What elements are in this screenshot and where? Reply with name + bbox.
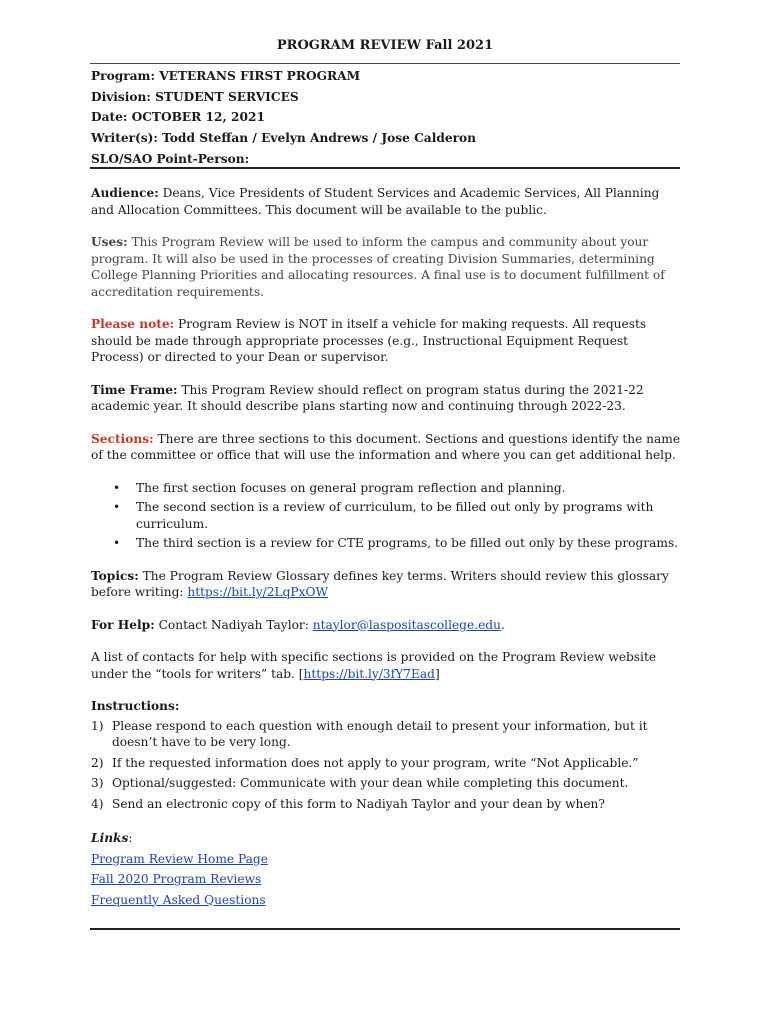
date-line: Date: OCTOBER 12, 2021 [91, 110, 265, 125]
links-heading-row: Links: [91, 831, 133, 845]
uses-paragraph [91, 234, 683, 300]
topics-text: The Program Review Glossary defines key terms. Writers should review this glossary before writing: [91, 568, 669, 599]
document-body [91, 185, 683, 910]
timeframe-label: Time Frame: [91, 382, 178, 397]
program-line: Program: VETERANS FIRST PROGRAM [91, 69, 361, 83]
help-label: For Help: [91, 617, 155, 632]
note-label: Please note: [91, 317, 175, 331]
audience-label: Audience: [91, 186, 159, 200]
bullet-icon: • [113, 536, 121, 550]
meta-rule [90, 167, 680, 169]
uses-label: Uses: [91, 235, 128, 249]
timeframe-text: This Program Review should reflect on program status during the 2021-22 academic year. It should describe plans starting now and continuing through 2022-23. [91, 382, 644, 413]
audience-paragraph [91, 185, 683, 218]
note-paragraph [91, 316, 683, 366]
bullet-icon: • [113, 480, 121, 495]
division-line: Division: STUDENT SERVICES [91, 89, 299, 104]
contacts-text: A list of contacts for help with specific sections is provided on the Program Review website under the “tools for writers” tab. [ [91, 650, 657, 681]
note-text: Program Review is NOT in itself a vehicle for making requests. All requests should be made through appropriate processes (e.g., Instructional Equipment Request Process) or directed to your Dean or supervisor. [91, 317, 647, 364]
links-block [91, 828, 683, 910]
instructions-heading: Instructions: [91, 699, 180, 713]
instructions-list [91, 718, 683, 813]
program-review-home-link[interactable]: Program Review Home Page [91, 851, 268, 866]
faq-link[interactable]: Frequently Asked Questions [91, 892, 266, 907]
sections-list [91, 480, 683, 552]
tools-link[interactable]: https://bit.ly/3fY7Ead [303, 666, 435, 681]
page-title: PROGRAM REVIEW Fall 2021 [276, 38, 494, 53]
list-item: 3) Optional/suggested: Communicate with your dean while completing this document. [91, 776, 629, 790]
list-item: • The third section is a review for CTE programs, to be filled out only by these programs. [113, 536, 679, 550]
writers-line: Writer(s): Todd Steffan / Evelyn Andrews / Jose Calderon [91, 131, 477, 146]
contacts-paragraph: A list of contacts for help with specific sections is provided on the Program Review website under the “tools for writers” tab. [https://bit.ly/3fY7Ead] [91, 650, 657, 681]
sections-text: There are three sections to this document. Sections and questions identify the name of the committee or office that will use the information and where you can get additional help. [91, 431, 681, 462]
meta-block [91, 66, 681, 169]
email-link[interactable]: ntaylor@laspositascollege.edu [312, 617, 501, 632]
list-item: 4) Send an electronic copy of this form to Nadiyah Taylor and your dean by when? [91, 796, 605, 811]
uses-text: This Program Review will be used to inform the campus and community about your program. It will also be used in the processes of creating Division Summaries, determining College Planning Priorities and allocating resources. A final use is to document fulfillment of accreditation requirements. [91, 235, 665, 299]
topics-label: Topics: [91, 568, 139, 583]
footer-rule [90, 928, 680, 930]
sections-label: Sections: [91, 431, 154, 446]
links-heading: Links [91, 831, 129, 845]
slo-line: SLO/SAO Point-Person: [91, 151, 250, 166]
help-text: Contact Nadiyah Taylor: [154, 617, 313, 632]
audience-text: Deans, Vice Presidents of Student Services and Academic Services, All Planning and Allocation Committees. This document will be available to the public. [91, 186, 660, 217]
list-item: • The first section focuses on general program reflection and planning. [113, 480, 566, 495]
list-item: 1) Please respond to each question with enough detail to present your information, but it doesn’t have to be very long. [91, 718, 648, 749]
list-item: • The second section is a review of curriculum, to be filled out only by programs with curriculum. [113, 500, 654, 531]
glossary-link[interactable]: https://bit.ly/2LqPxOW [187, 585, 328, 599]
topics-paragraph [91, 568, 683, 601]
timeframe-paragraph [91, 382, 683, 415]
list-item: 2) If the requested information does not apply to your program, write “Not Applicable.” [91, 755, 639, 770]
header-rule [90, 63, 680, 64]
help-paragraph: For Help: Contact Nadiyah Taylor: ntaylor@laspositascollege.edu. [91, 617, 505, 632]
sections-paragraph [91, 431, 683, 464]
fall-2020-reviews-link[interactable]: Fall 2020 Program Reviews [91, 872, 262, 886]
bullet-icon: • [113, 500, 121, 514]
